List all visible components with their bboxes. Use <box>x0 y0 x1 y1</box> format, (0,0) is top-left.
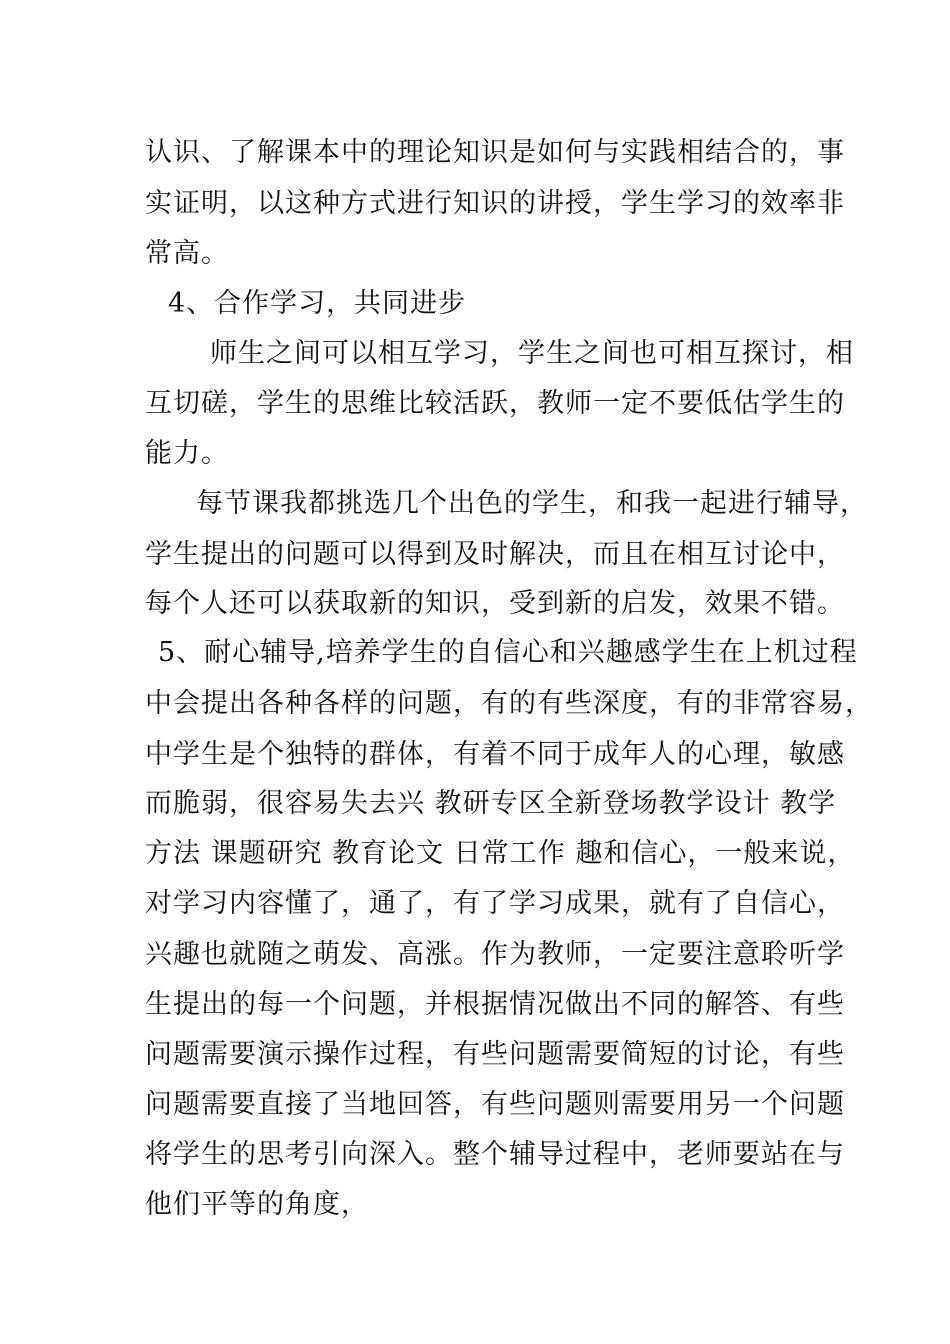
text-line-7: 能力。 <box>145 438 229 469</box>
text-line-18: 生提出的每一个问题，并根据情况做出不同的解答、有些 <box>145 989 845 1020</box>
text-line-15: 方法 课题研究 教育论文 日常工作 趣和信心，一般来说， <box>145 838 856 869</box>
text-line-16: 对学习内容懂了，通了，有了学习成果，就有了自信心， <box>145 888 845 919</box>
text-line-12: 中会提出各种各样的问题，有的有些深度，有的非常容易， <box>145 688 873 719</box>
text-line-9: 学生提出的问题可以得到及时解决，而且在相互讨论中， <box>145 539 845 570</box>
text-line-22: 他们平等的角度， <box>145 1189 369 1220</box>
text-line-14: 而脆弱，很容易失去兴 教研专区全新登场教学设计 教学 <box>145 788 837 819</box>
text-line-8: 每节课我都挑选几个出色的学生，和我一起进行辅导， <box>196 488 868 519</box>
text-line-20: 问题需要直接了当地回答，有些问题则需要用另一个问题 <box>145 1089 845 1120</box>
text-line-19: 问题需要演示操作过程，有些问题需要简短的讨论，有些 <box>145 1039 845 1070</box>
text-line-10: 每个人还可以获取新的知识，受到新的启发，效果不错。 <box>145 588 845 619</box>
text-line-2: 实证明，以这种方式进行知识的讲授，学生学习的效率非 <box>145 188 845 219</box>
text-line-6: 互切磋，学生的思维比较活跃，教师一定不要低估学生的 <box>145 388 845 419</box>
text-line-13: 中学生是个独特的群体，有着不同于成年人的心理，敏感 <box>145 739 845 770</box>
text-line-17: 兴趣也就随之萌发、高涨。作为教师，一定要注意聆听学 <box>145 939 845 970</box>
text-line-5: 师生之间可以相互学习，学生之间也可相互探讨，相 <box>210 338 854 369</box>
text-line-21: 将学生的思考引向深入。整个辅导过程中，老师要站在与 <box>145 1139 845 1170</box>
section-heading-4: 4、合作学习，共同进步 <box>168 288 467 319</box>
section-heading-5: 5、耐心辅导,培养学生的自信心和兴趣感学生在上机过程 <box>158 637 858 668</box>
text-line-3: 常高。 <box>145 238 229 269</box>
text-line-1: 认识、了解课本中的理论知识是如何与实践相结合的，事 <box>145 137 845 168</box>
